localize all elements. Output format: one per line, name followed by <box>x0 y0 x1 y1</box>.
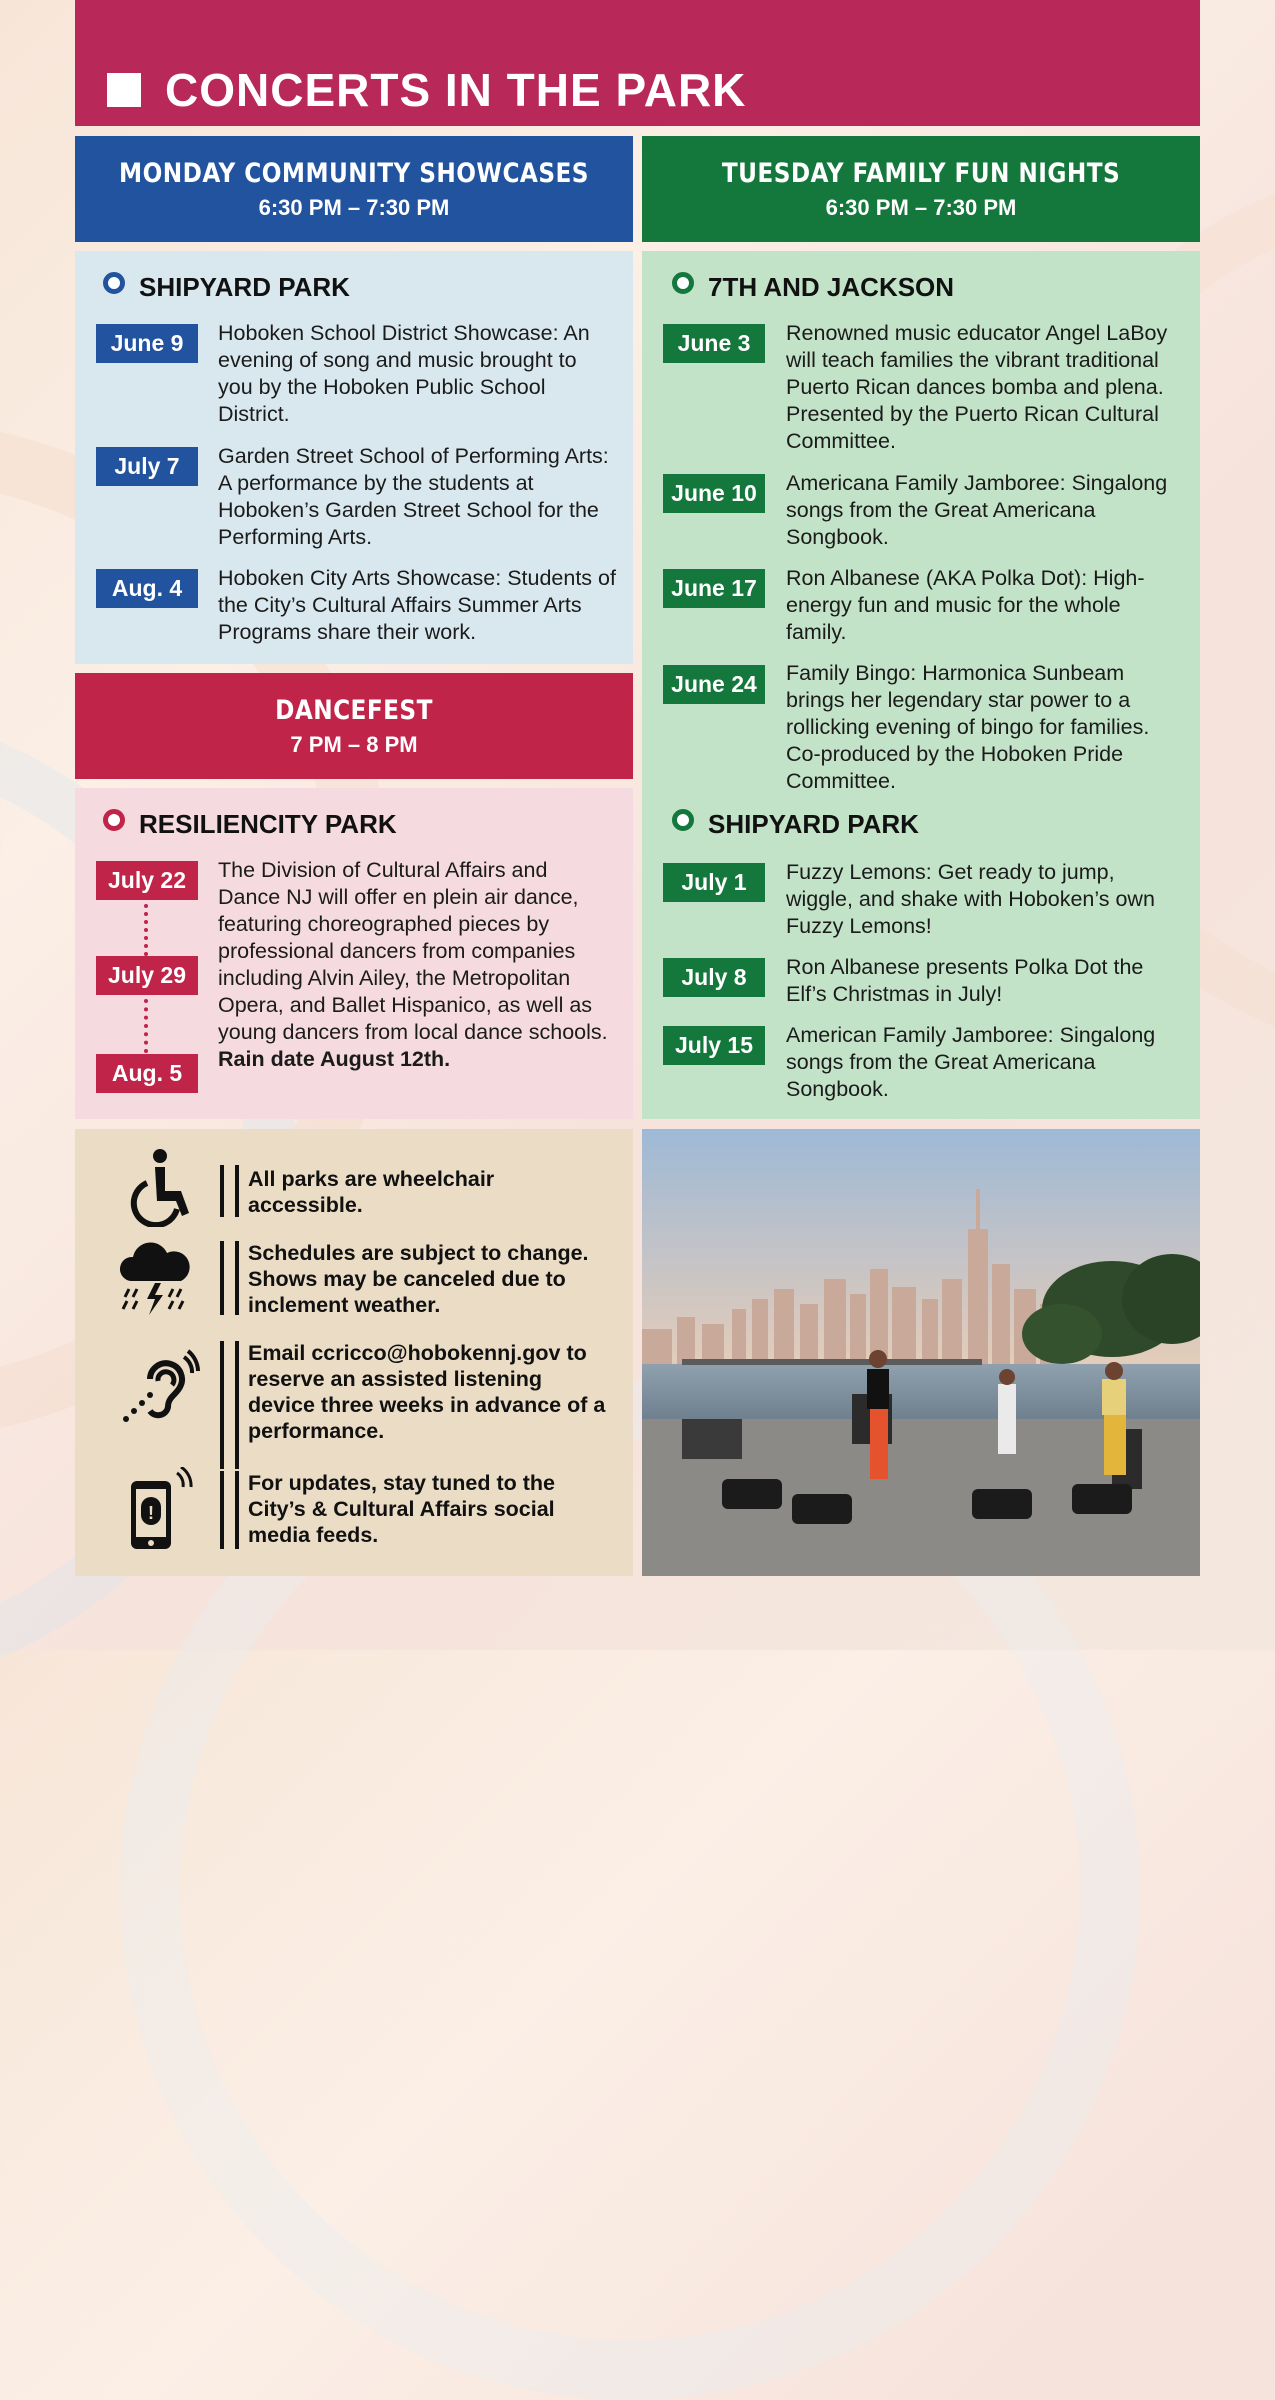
event-description: Garden Street School of Performing Arts: A performance by the students at Hoboken’s Garden Street School for the Performing Arts. <box>218 444 609 549</box>
wheelchair-icon <box>125 1147 195 1227</box>
date-badge: July 15 <box>663 1026 765 1065</box>
concert-photo <box>642 1129 1200 1576</box>
location-heading <box>103 272 350 302</box>
dancefest-header <box>75 673 633 779</box>
date-badge: Aug. 5 <box>96 1054 198 1093</box>
date-connector <box>144 999 148 1053</box>
monday-panel <box>75 251 633 664</box>
event-description: Ron Albanese presents Polka Dot the Elf’s Christmas in July! <box>786 955 1144 1006</box>
dancefest-heading: DANCEFEST <box>275 695 433 726</box>
location-heading <box>672 809 919 839</box>
tuesday-heading: TUESDAY FAMILY FUN NIGHTS <box>721 158 1121 189</box>
location-bullet-icon <box>103 272 125 294</box>
event-description: Family Bingo: Harmonica Sunbeam brings her legendary star power to a rollicking evening of bingo for families. Co-produced by the Hoboken Pride Committee. <box>786 661 1150 793</box>
date-badge: July 7 <box>96 447 198 486</box>
event-description: Americana Family Jamboree: Singalong songs from the Great Americana Songbook. <box>786 471 1168 549</box>
date-badge: July 22 <box>96 861 198 900</box>
rain-date: Rain date August 12th. <box>218 1047 451 1071</box>
location-bullet-icon <box>672 272 694 294</box>
storm-cloud-icon <box>115 1239 195 1319</box>
event-description: Hoboken City Arts Showcase: Students of the City’s Cultural Affairs Summer Arts Programs share their work. <box>218 566 616 644</box>
date-badge: July 29 <box>96 956 198 995</box>
location-label: SHIPYARD PARK <box>139 272 350 302</box>
phone-notification-icon <box>125 1467 195 1557</box>
info-divider <box>220 1165 239 1217</box>
location-label: RESILIENCITY PARK <box>139 809 397 839</box>
date-badge: June 3 <box>663 324 765 363</box>
info-text: Email ccricco@hobokennj.gov to reserve an assisted listening device three weeks in advance of a performance. <box>248 1341 606 1443</box>
info-divider <box>220 1471 239 1549</box>
monday-heading: MONDAY COMMUNITY SHOWCASES <box>119 158 589 189</box>
location-heading <box>672 272 954 302</box>
info-text: For updates, stay tuned to the City’s & Cultural Affairs social media feeds. <box>248 1471 555 1547</box>
location-bullet-icon <box>672 809 694 831</box>
dancefest-panel <box>75 788 633 1119</box>
tuesday-panel <box>642 251 1200 1119</box>
concert-photo-illustration <box>642 1129 1200 1576</box>
info-divider <box>220 1241 239 1315</box>
date-badge: June 17 <box>663 569 765 608</box>
monday-time: 6:30 PM – 7:30 PM <box>258 195 450 220</box>
location-bullet-icon <box>103 809 125 831</box>
event-description: Ron Albanese (AKA Polka Dot): High-energy fun and music for the whole family. <box>786 566 1145 644</box>
info-divider <box>220 1341 239 1469</box>
date-connector <box>144 904 148 956</box>
location-heading <box>103 809 397 839</box>
date-badge: July 1 <box>663 863 765 902</box>
date-badge: June 10 <box>663 474 765 513</box>
event-description: Hoboken School District Showcase: An evening of song and music brought to you by the Hoboken Public School District. <box>218 321 590 426</box>
dancefest-time: 7 PM – 8 PM <box>290 732 418 757</box>
event-description: American Family Jamboree: Singalong songs from the Great Americana Songbook. <box>786 1023 1156 1101</box>
location-label: 7TH AND JACKSON <box>708 272 955 302</box>
svg-text:!: ! <box>148 1503 154 1523</box>
title-banner <box>75 0 1200 126</box>
monday-header <box>75 136 633 242</box>
hearing-assist-icon <box>120 1349 200 1429</box>
location-label: SHIPYARD PARK <box>708 809 919 839</box>
tuesday-header <box>642 136 1200 242</box>
event-description: Renowned music educator Angel LaBoy will teach families the vibrant traditional Puerto Rican dances bomba and plena. Presented by the Puerto Rican Cultural Committee. <box>786 321 1168 453</box>
event-description: Fuzzy Lemons: Get ready to jump, wiggle, and shake with Hoboken’s own Fuzzy Lemons! <box>786 860 1155 938</box>
title-square-icon <box>107 73 141 107</box>
tuesday-time: 6:30 PM – 7:30 PM <box>825 195 1017 220</box>
info-panel <box>75 1129 633 1576</box>
info-text: All parks are wheelchair accessible. <box>248 1167 495 1217</box>
event-description <box>218 857 613 1073</box>
date-badge: June 24 <box>663 665 765 704</box>
date-badge: Aug. 4 <box>96 569 198 608</box>
date-badge: June 9 <box>96 324 198 363</box>
page-title: CONCERTS IN THE PARK <box>165 64 747 116</box>
dancefest-text: The Division of Cultural Affairs and Dance NJ will offer en plein air dance, featuring choreographed pieces by professional dancers from companies including Alvin Ailey, the Metropolitan Opera, and Ballet Hispanico, as well as young dancers from local dance schools. <box>218 858 608 1044</box>
info-text: Schedules are subject to change. Shows may be canceled due to inclement weather. <box>248 1241 589 1317</box>
date-badge: July 8 <box>663 958 765 997</box>
